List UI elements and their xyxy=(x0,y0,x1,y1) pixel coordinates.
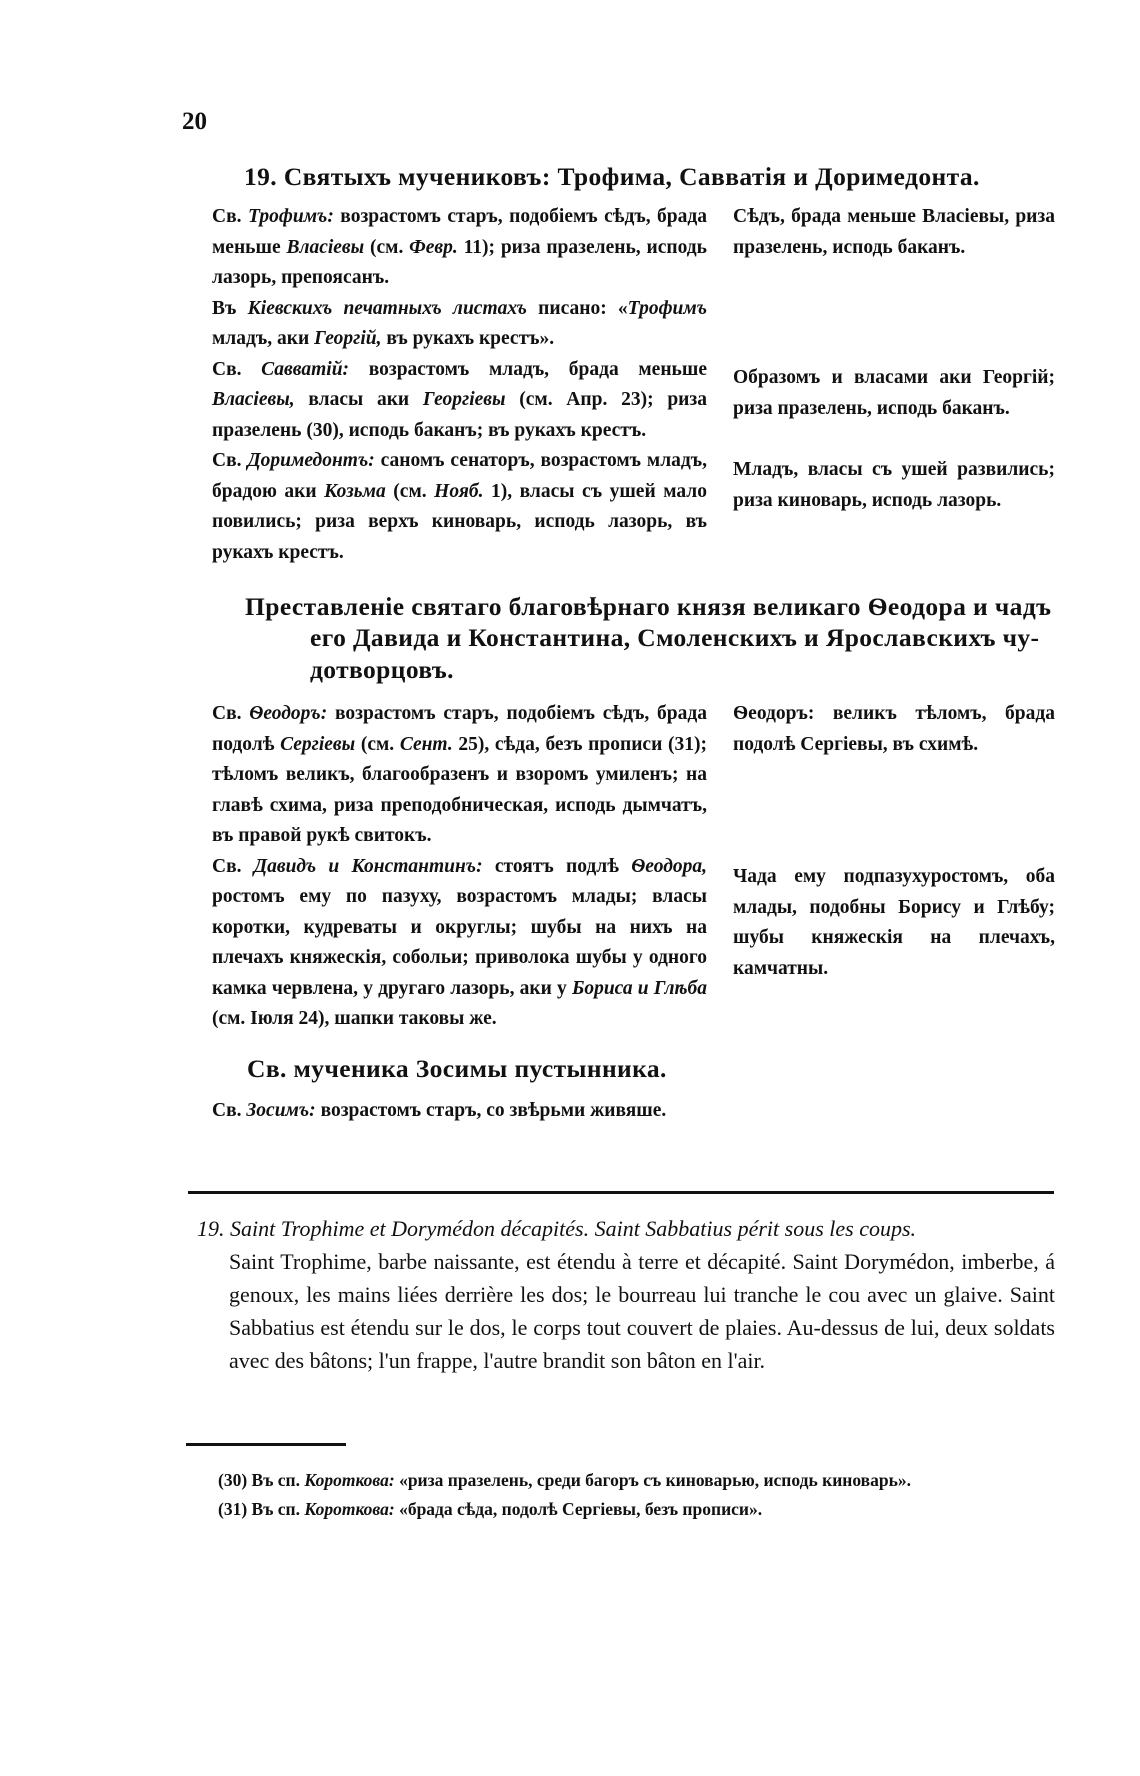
section1-left-column xyxy=(182,202,707,568)
right-note-trophimus: Сѣдъ, брада меньше Власіевы, риза празелень, исподь баканъ. xyxy=(733,206,1055,258)
french-heading: 19. Saint Trophime et Dorymédon décapités. Saint Sabbatius périt sous les coups. xyxy=(197,1216,917,1241)
entry-sabbatius: Св. Савватій: возрастомъ младъ, брада меньше Власіевы, власы аки Георгіевы (см. Апр. 23); риза празелень (30), исподь баканъ; въ рукахъ крестъ. xyxy=(212,358,707,441)
right-note-sabbatius: Образомъ и власами аки Георгій; риза празелень, исподь баканъ. xyxy=(733,367,1055,419)
right-note-theodore: Ѳеодоръ: великъ тѣломъ, брада подолѣ Сергіевы, въ схимѣ. xyxy=(733,703,1055,755)
section-heading-theodore-line1: Преставленіе святаго благовѣрнаго князя великаго Ѳеодора и чадъ xyxy=(245,592,1052,621)
footnote-30: (30) Въ сп. Короткова: «риза празелень, среди багоръ съ киноварью, исподь киноварь». xyxy=(218,1470,911,1490)
page-number: 20 xyxy=(182,108,207,135)
section2-left-column xyxy=(182,699,707,1035)
section3-left-column xyxy=(182,1096,707,1127)
section-heading-zosimas: Св. мученика Зосимы пустынника. xyxy=(247,1054,667,1083)
entry-theodore: Св. Ѳеодоръ: возрастомъ старъ, подобіемъ сѣдъ, брада подолѣ Сергіевы (см. Сент. 25), сѣда, безъ прописи (31); тѣломъ великъ, благообразенъ и взоромъ умиленъ; на главѣ схима, риза преподобническая, исподь дымчатъ, въ правой рукѣ свитокъ. xyxy=(212,703,707,846)
footnote-31: (31) Въ сп. Короткова: «брада сѣда, подолѣ Сергіевы, безъ прописи». xyxy=(218,1499,763,1519)
entry-zosimas: Св. Зосимъ: возрастомъ старъ, со звѣрьми живяше. xyxy=(212,1100,667,1121)
section-heading-theodore-line3: дотворцовъ. xyxy=(310,655,454,684)
right-note-children: Чада ему подпазухуростомъ, оба млады, подобны Борису и Глѣбу; шубы княжескія на плечахъ, камчатны. xyxy=(733,866,1055,979)
entry-trophimus: Св. Трофимъ: возрастомъ старъ, подобіемъ сѣдъ, брада меньше Власіевы (см. Февр. 11); риза празелень, исподь лазорь, препоясанъ. xyxy=(212,206,707,288)
footnote-divider xyxy=(186,1443,346,1446)
section-heading-theodore-line2: его Давида и Константина, Смоленскихъ и Ярославскихъ чу- xyxy=(310,623,1040,652)
french-body: Saint Trophime, barbe naissante, est étendu à terre et décapité. Saint Dorymédon, imberbe, á genoux, les mains liées derrière les dos; le bourreau lui tranche le cou avec un glaive. Saint Sabbatius est étendu sur le dos, le corps tout couvert de plaies. Au-dessus de lui, deux soldats avec des bâtons; l'un frappe, l'autre brandit son bâton en l'air. xyxy=(229,1249,1055,1373)
section-divider xyxy=(188,1191,1054,1194)
section-heading-martyrs: 19. Святыхъ мучениковъ: Трофима, Савватія и Доримедонта. xyxy=(244,162,980,191)
entry-kiev-sheets: Въ Кіевскихъ печатныхъ листахъ писано: «Трофимъ младъ, аки Георгій, въ рукахъ крестъ». xyxy=(212,297,708,349)
french-description xyxy=(197,1212,1055,1377)
entry-dorymedon: Св. Доримедонтъ: саномъ сенаторъ, возрастомъ младъ, брадою аки Козьма (см. Нояб. 1), власы съ ушей мало повились; риза верхъ киноварь, исподь лазорь, въ рукахъ крестъ. xyxy=(212,450,707,563)
entry-david-constantine: Св. Давидъ и Константинъ: стоятъ подлѣ Ѳеодора, ростомъ ему по пазуху, возрастомъ млады; власы коротки, кудреваты и округлы; шубы на нихъ на плечахъ княжескія, собольи; приволока шубы у одного камка червлена, у другаго лазорь, аки у Бориса и Глѣба (см. Іюля 24), шапки таковы же. xyxy=(212,855,707,1029)
right-note-dorymedon: Младъ, власы съ ушей развились; риза киноварь, исподь лазорь. xyxy=(733,459,1055,511)
